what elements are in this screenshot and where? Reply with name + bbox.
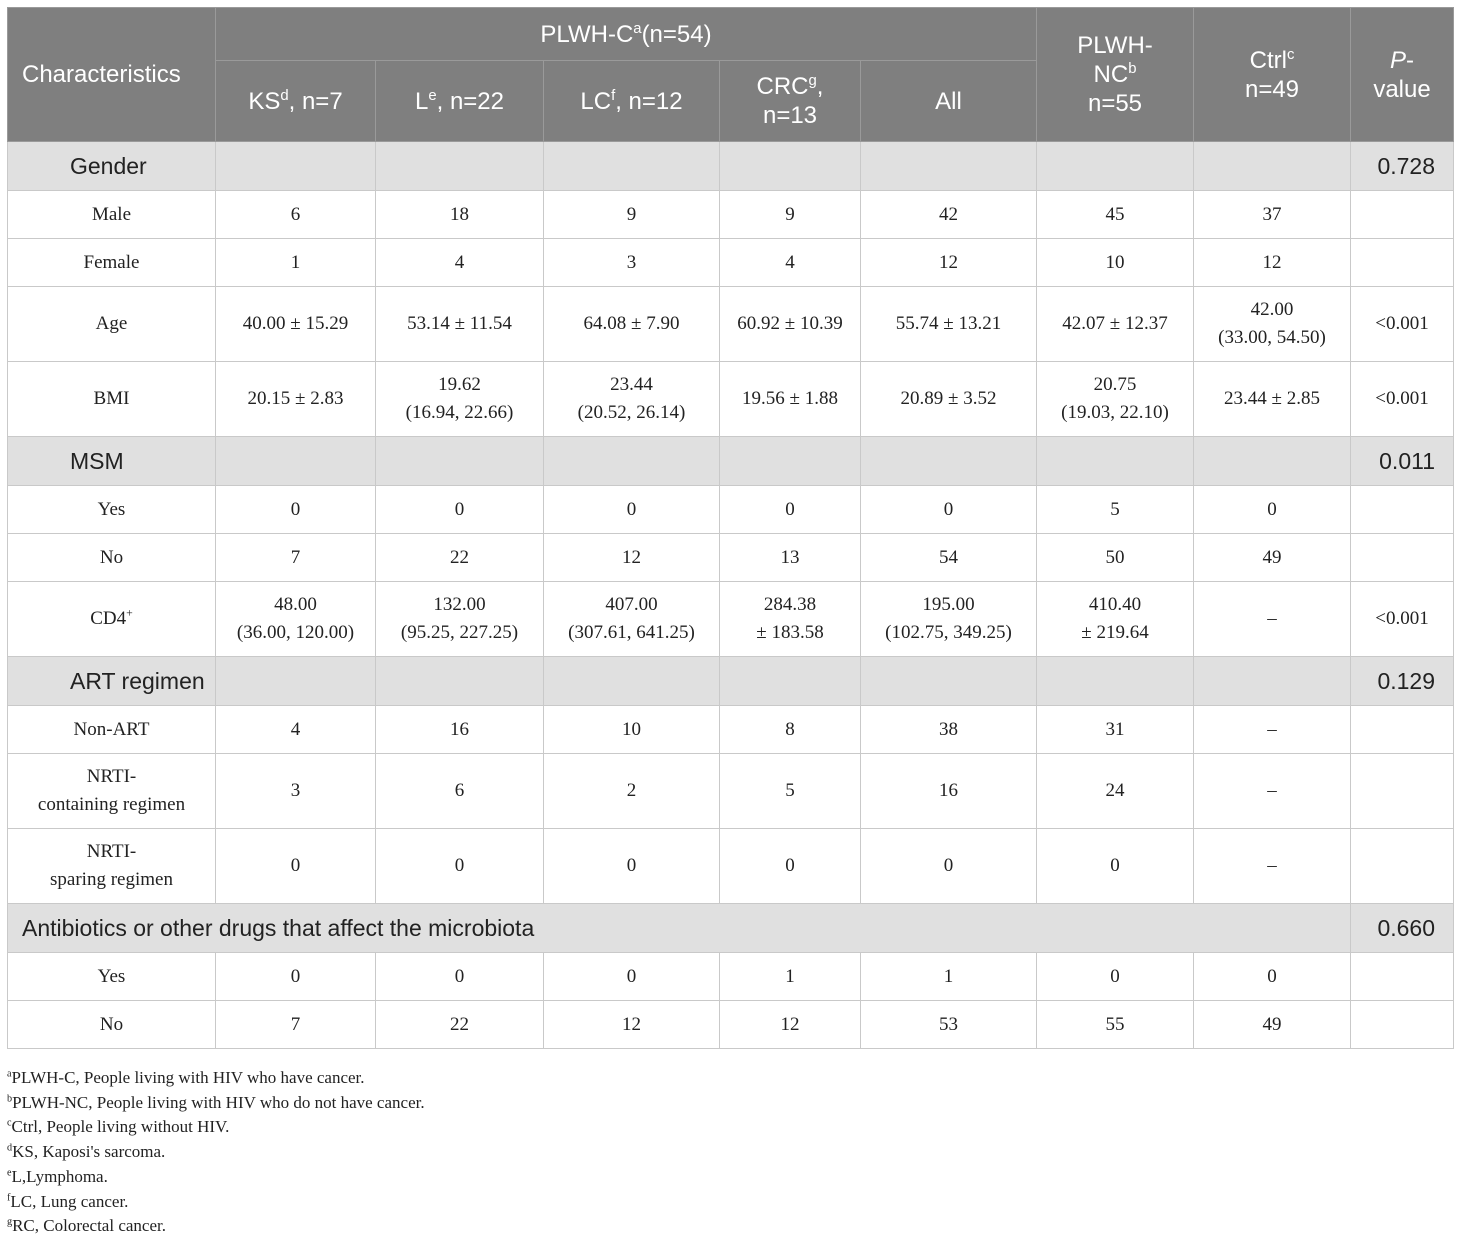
cell-ctrl: 49 — [1194, 534, 1351, 582]
header-characteristics: Characteristics — [8, 8, 216, 142]
cell-l: 19.62 (16.94, 22.66) — [376, 362, 544, 437]
cell-nc: 31 — [1037, 706, 1194, 754]
row-label: BMI — [8, 362, 216, 437]
cell-ks: 0 — [216, 486, 376, 534]
row-label: Yes — [8, 486, 216, 534]
table-row-age — [8, 287, 1454, 362]
cell-lc: 0 — [544, 486, 720, 534]
cell-p: <0.001 — [1351, 582, 1454, 657]
cell-lc: 0 — [544, 829, 720, 904]
footnote: $^d$KS, Kaposi's sarcoma. — [7, 1142, 166, 1162]
cell-nc: 0 — [1037, 953, 1194, 1001]
cell-crc: 8 — [720, 706, 861, 754]
cell-ks: 7 — [216, 534, 376, 582]
section-row-msm — [8, 437, 1454, 486]
cell-ctrl: 42.00 (33.00, 54.50) — [1194, 287, 1351, 362]
table-row-non-art — [8, 706, 1454, 754]
cell-all: 38 — [861, 706, 1037, 754]
table-row-antibiotics-no — [8, 1001, 1454, 1049]
cell-nc: 45 — [1037, 191, 1194, 239]
cell-l: 53.14 ± 11.54 — [376, 287, 544, 362]
cell-ctrl: 37 — [1194, 191, 1351, 239]
cell-ctrl: 0 — [1194, 953, 1351, 1001]
cell-p — [1351, 239, 1454, 287]
table-body — [8, 142, 1454, 1049]
section-label: MSM — [8, 437, 216, 486]
cell-all: 55.74 ± 13.21 — [861, 287, 1037, 362]
cell-lc: 64.08 ± 7.90 — [544, 287, 720, 362]
cell-ks: 7 — [216, 1001, 376, 1049]
header-plwh-c-group: PLWH-$C^a(n=54)$ — [216, 8, 1037, 61]
row-label: CD4+ — [8, 582, 216, 657]
cell-ks: 48.00 (36.00, 120.00) — [216, 582, 376, 657]
table-row-msm-no — [8, 534, 1454, 582]
row-label: No — [8, 1001, 216, 1049]
cell-lc: 12 — [544, 1001, 720, 1049]
cell-p: <0.001 — [1351, 287, 1454, 362]
table-row-female — [8, 239, 1454, 287]
cell-ks: 3 — [216, 754, 376, 829]
cell-p — [1351, 829, 1454, 904]
cell-crc: 0 — [720, 486, 861, 534]
cell-p — [1351, 953, 1454, 1001]
cell-nc: 5 — [1037, 486, 1194, 534]
cell-all: 20.89 ± 3.52 — [861, 362, 1037, 437]
cell-ctrl: 12 — [1194, 239, 1351, 287]
cell-lc: 10 — [544, 706, 720, 754]
cell-crc: 9 — [720, 191, 861, 239]
footnote: $^a$PLWH-C, People living with HIV who have cancer. — [7, 1068, 365, 1087]
cell-all: 42 — [861, 191, 1037, 239]
header-p-value: P- value — [1351, 8, 1454, 142]
row-label: No — [8, 534, 216, 582]
section-p-value: 0.660 — [1351, 904, 1454, 953]
header-ks: $KS^d$, n=7 — [216, 61, 376, 142]
cell-l: 16 — [376, 706, 544, 754]
cell-crc: 12 — [720, 1001, 861, 1049]
cell-p — [1351, 1001, 1454, 1049]
header-crc: CRC$^g$, n=13 — [720, 61, 861, 142]
cell-all: 1 — [861, 953, 1037, 1001]
cell-l: 0 — [376, 953, 544, 1001]
header-l: Le, n=22 — [376, 61, 544, 142]
row-label: Non-ART — [8, 706, 216, 754]
table-row-bmi — [8, 362, 1454, 437]
cell-ks: 20.15 ± 2.83 — [216, 362, 376, 437]
footnote: $^b$PLWH-NC, People living with HIV who do not have cancer. — [7, 1092, 425, 1112]
cell-p — [1351, 486, 1454, 534]
footnote: $^f$LC, Lung cancer. — [7, 1191, 129, 1211]
cell-crc: 4 — [720, 239, 861, 287]
section-p-value: 0.728 — [1351, 142, 1454, 191]
cell-nc: 55 — [1037, 1001, 1194, 1049]
header-lc: $LC^f$, n=12 — [544, 61, 720, 142]
cell-l: 22 — [376, 1001, 544, 1049]
cell-all: 12 — [861, 239, 1037, 287]
table-row-nrti-sparing — [8, 829, 1454, 904]
row-label: Age — [8, 287, 216, 362]
cell-ks: 1 — [216, 239, 376, 287]
cell-lc: 407.00 (307.61, 641.25) — [544, 582, 720, 657]
cell-nc: 410.40 ± 219.64 — [1037, 582, 1194, 657]
cell-lc: 0 — [544, 953, 720, 1001]
cell-crc: 1 — [720, 953, 861, 1001]
table-row-antibiotics-yes — [8, 953, 1454, 1001]
cell-nc: 20.75 (19.03, 22.10) — [1037, 362, 1194, 437]
cell-l: 18 — [376, 191, 544, 239]
cell-l: 0 — [376, 486, 544, 534]
cell-nc: 24 — [1037, 754, 1194, 829]
header-all: All — [861, 61, 1037, 142]
footnote: $^c$Ctrl, People living without HIV. — [7, 1117, 230, 1137]
row-label: Female — [8, 239, 216, 287]
table-header — [8, 8, 1454, 142]
section-row-gender — [8, 142, 1454, 191]
cell-crc: 5 — [720, 754, 861, 829]
cell-p — [1351, 754, 1454, 829]
cell-p — [1351, 191, 1454, 239]
characteristics-table — [7, 7, 1454, 1049]
cell-ctrl: – — [1194, 706, 1351, 754]
cell-crc: 0 — [720, 829, 861, 904]
cell-lc: 3 — [544, 239, 720, 287]
header-ctrl: Ctrl$^c$ n=49 — [1194, 8, 1351, 142]
cell-all: 53 — [861, 1001, 1037, 1049]
cell-nc: 42.07 ± 12.37 — [1037, 287, 1194, 362]
cell-l: 6 — [376, 754, 544, 829]
section-label: ART regimen — [8, 657, 216, 706]
cell-all: 16 — [861, 754, 1037, 829]
cell-nc: 10 — [1037, 239, 1194, 287]
cell-l: 0 — [376, 829, 544, 904]
section-p-value: 0.129 — [1351, 657, 1454, 706]
cell-nc: 50 — [1037, 534, 1194, 582]
row-label: Male — [8, 191, 216, 239]
cell-l: 132.00 (95.25, 227.25) — [376, 582, 544, 657]
cell-ctrl: – — [1194, 582, 1351, 657]
cell-ks: 6 — [216, 191, 376, 239]
section-p-value: 0.011 — [1351, 437, 1454, 486]
cell-ctrl: 23.44 ± 2.85 — [1194, 362, 1351, 437]
cell-lc: 9 — [544, 191, 720, 239]
cell-ctrl: 0 — [1194, 486, 1351, 534]
cell-l: 22 — [376, 534, 544, 582]
cell-ctrl: 49 — [1194, 1001, 1351, 1049]
section-row-art-regimen — [8, 657, 1454, 706]
cell-p — [1351, 706, 1454, 754]
cell-ks: 0 — [216, 829, 376, 904]
section-label: Antibiotics or other drugs that affect the microbiota — [8, 904, 1351, 953]
cell-crc: 60.92 ± 10.39 — [720, 287, 861, 362]
cell-all: 54 — [861, 534, 1037, 582]
header-plwh-nc: PLWH- $NC^b$ n=55 — [1037, 8, 1194, 142]
row-label: NRTI- sparing regimen — [8, 829, 216, 904]
cell-lc: 12 — [544, 534, 720, 582]
row-label: Yes — [8, 953, 216, 1001]
table-row-nrti-containing — [8, 754, 1454, 829]
cell-ctrl: – — [1194, 754, 1351, 829]
cell-p — [1351, 534, 1454, 582]
section-label: Gender — [8, 142, 216, 191]
table-row-male — [8, 191, 1454, 239]
cell-p: <0.001 — [1351, 362, 1454, 437]
cell-crc: 19.56 ± 1.88 — [720, 362, 861, 437]
cell-lc: 2 — [544, 754, 720, 829]
footnote: $^g$RC, Colorectal cancer. — [7, 1216, 166, 1236]
cell-lc: 23.44 (20.52, 26.14) — [544, 362, 720, 437]
cell-ks: 0 — [216, 953, 376, 1001]
cell-crc: 13 — [720, 534, 861, 582]
footnote: $^e$L,Lymphoma. — [7, 1166, 108, 1186]
cell-ks: 40.00 ± 15.29 — [216, 287, 376, 362]
table-row-cd4 — [8, 582, 1454, 657]
row-label: NRTI- containing regimen — [8, 754, 216, 829]
cell-all: 0 — [861, 486, 1037, 534]
cell-ks: 4 — [216, 706, 376, 754]
table-row-msm-yes — [8, 486, 1454, 534]
characteristics-table-container — [7, 7, 1454, 1049]
cell-l: 4 — [376, 239, 544, 287]
table-footnotes — [7, 1066, 425, 1239]
section-row-antibiotics — [8, 904, 1454, 953]
cell-all: 0 — [861, 829, 1037, 904]
cell-all: 195.00 (102.75, 349.25) — [861, 582, 1037, 657]
cell-crc: 284.38 ± 183.58 — [720, 582, 861, 657]
cell-nc: 0 — [1037, 829, 1194, 904]
cell-ctrl: – — [1194, 829, 1351, 904]
